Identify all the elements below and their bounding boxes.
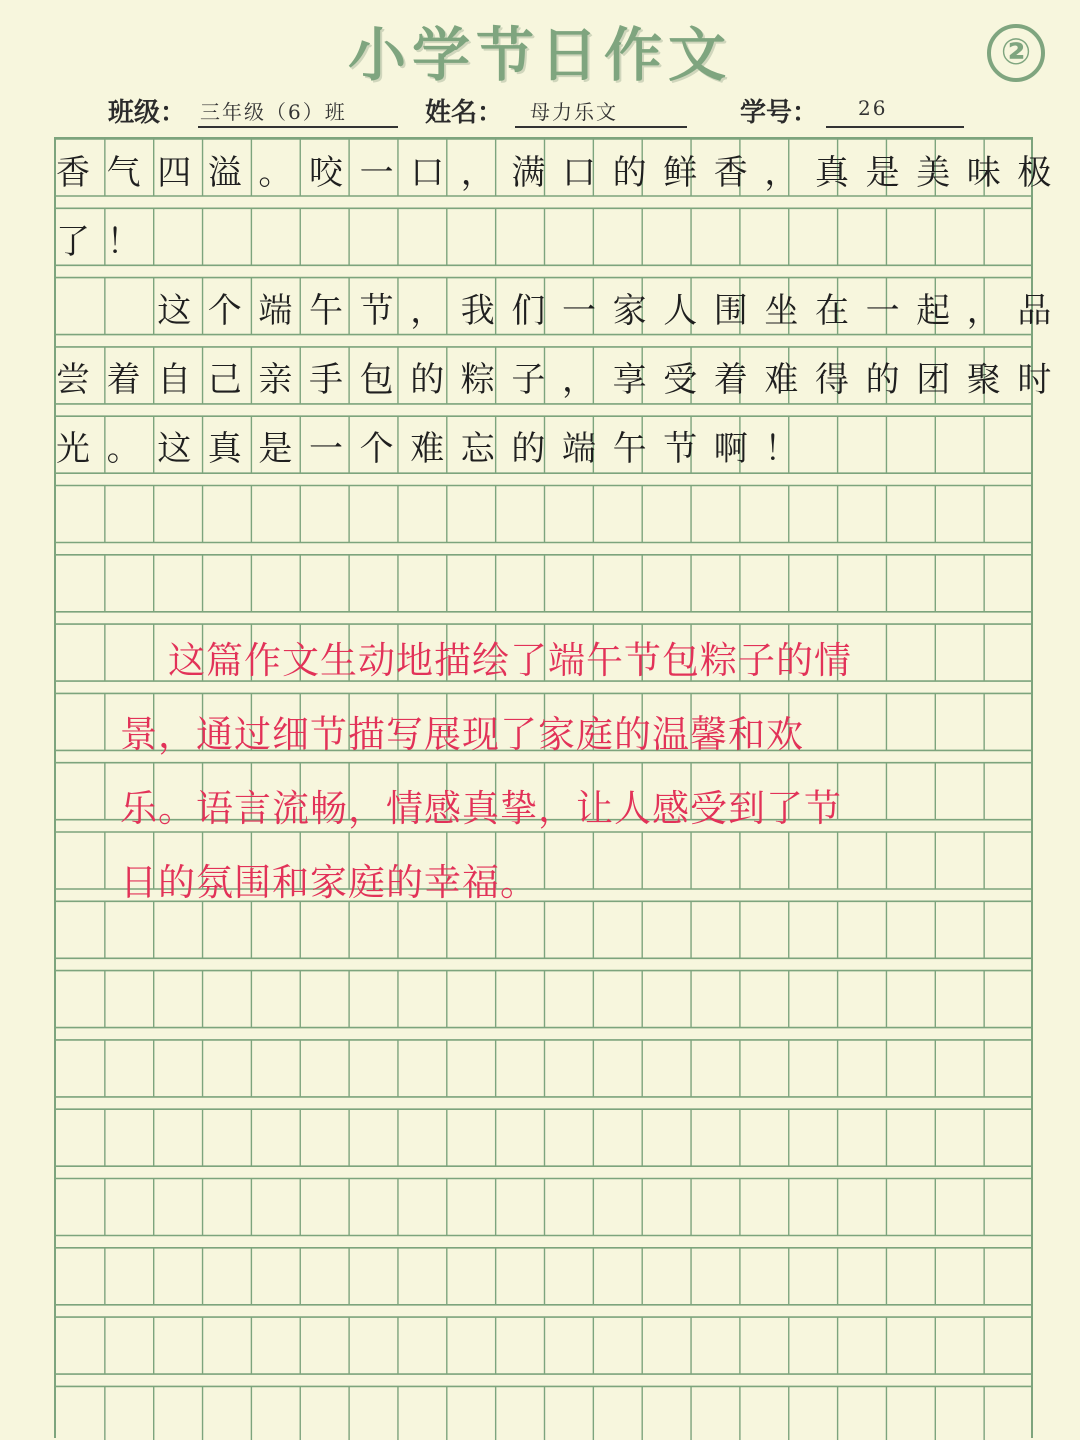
essay-line: 光。这真是一个难忘的端午节啊！ (56, 429, 815, 469)
student-no-value: 26 (858, 96, 888, 120)
teacher-comment-line: 乐。语言流畅，情感真挚，让人感受到了节 (120, 787, 842, 830)
student-no-label: 学号： (740, 98, 819, 128)
essay-line: 尝着自己亲手包的粽子，享受着难得的团聚时 (56, 360, 1068, 400)
name-value: 母力乐文 (530, 100, 618, 124)
name-underline (515, 126, 687, 128)
essay-line: 香气四溢。咬一口，满口的鲜香，真是美味极 (56, 153, 1068, 193)
page-number-badge: ② (987, 24, 1045, 82)
worksheet-title: 小学节日作文 (347, 21, 732, 89)
class-underline (198, 126, 398, 128)
essay-line: 了！ (56, 222, 158, 262)
teacher-comment-line: 这篇作文生动地描绘了端午节包粽子的情 (130, 639, 852, 682)
class-value: 三年级（6）班 (200, 100, 347, 124)
class-label: 班级： (108, 98, 187, 128)
teacher-comment-line: 日的氛围和家庭的幸福。 (120, 861, 538, 904)
essay-line: 这个端午节，我们一家人围坐在一起，品 (56, 291, 1068, 331)
student-no-underline (826, 126, 964, 128)
name-label: 姓名： (425, 98, 504, 128)
teacher-comment-line: 景，通过细节描写展现了家庭的温馨和欢 (120, 713, 804, 756)
